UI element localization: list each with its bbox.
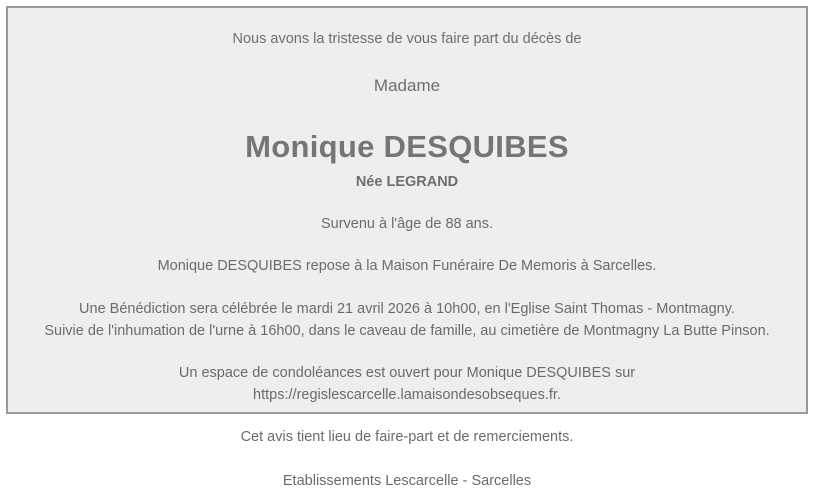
ceremony-blessing-line: Une Bénédiction sera célébrée le mardi 21 avril 2026 à 10h00, en l'Eglise Saint Thomas - Montmagny.: [79, 301, 735, 318]
deceased-full-name: Monique DESQUIBES: [245, 128, 569, 164]
deceased-maiden-name: Née LEGRAND: [355, 174, 459, 191]
funeral-home-text: Monique DESQUIBES repose à la Maison Funéraire De Memoris à Sarcelles.: [157, 258, 657, 275]
establishment-name: Etablissements Lescarcelle - Sarcelles: [282, 472, 532, 489]
condolences-intro-line: Un espace de condoléances est ouvert pour Monique DESQUIBES sur: [178, 365, 636, 382]
ceremony-details: [38, 300, 776, 341]
condolences-url: https://regislescarcelle.lamaisondesobseques.fr.: [253, 386, 561, 403]
ceremony-burial-line: Suivie de l'inhumation de l'urne à 16h00, dans le caveau de famille, au cimetière de Montmagny La Butte Pinson.: [44, 322, 770, 339]
deceased-age-text: Survenu à l'âge de 88 ans.: [320, 215, 494, 232]
death-notice-card: [6, 6, 808, 489]
notice-intro-text: Nous avons la tristesse de vous faire part du décès de: [232, 31, 582, 47]
notice-civility: Madame: [373, 75, 441, 95]
condolences-details: [38, 364, 776, 405]
notice-thanks-text: Cet avis tient lieu de faire-part et de remerciements.: [240, 429, 574, 446]
